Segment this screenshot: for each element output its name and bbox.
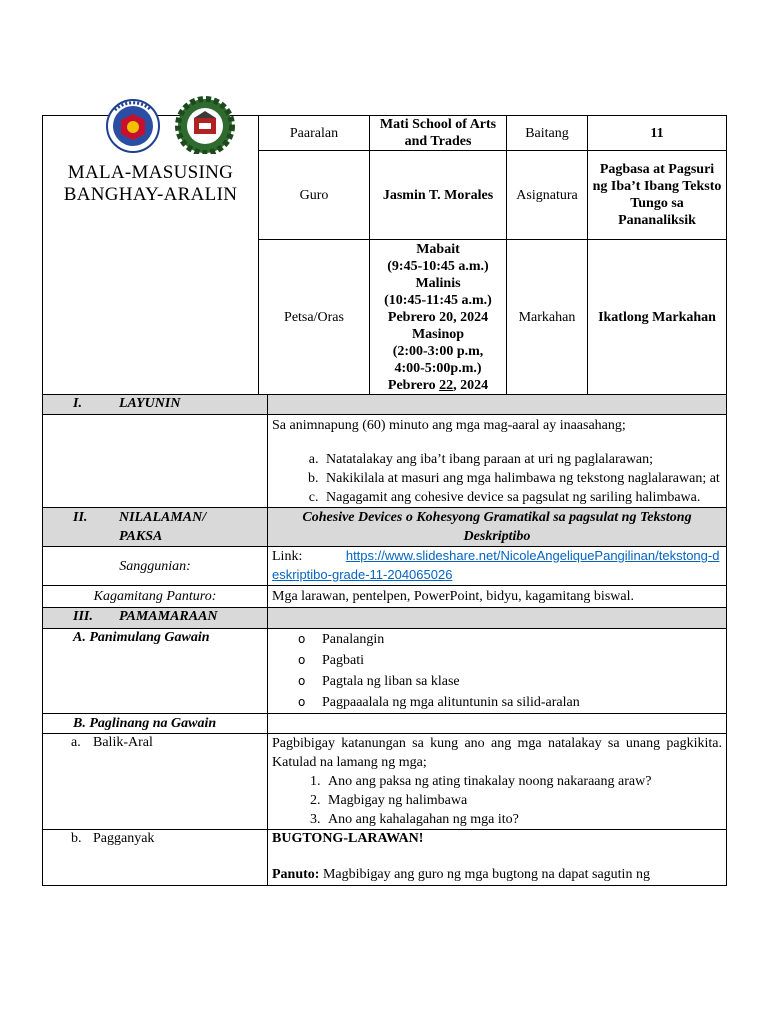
schedule-line: Mabait <box>416 242 460 257</box>
pagganyak-letter: b. <box>71 831 82 846</box>
paglinang-row <box>43 714 727 734</box>
paaralan-value: Mati School of Arts and Trades <box>370 116 507 151</box>
balik-aral-letter: a. <box>71 735 81 750</box>
lesson-plan-document <box>42 115 726 886</box>
kagamitan-label: Kagamitang Panturo: <box>43 586 268 608</box>
objective-item: c. Nagagamit ang cohesive device sa pagsulat ng sariling halimbawa. <box>322 488 722 507</box>
panimula-item: o Pagpaaalala ng mga alituntunin sa silid-aralan <box>318 692 722 713</box>
layunin-intro: Sa animnapung (60) minuto ang mga mag-aaral ay inaasahang; <box>272 418 626 433</box>
asignatura-label: Asignatura <box>507 151 588 240</box>
pagganyak-title: BUGTONG-LARAWAN! <box>272 831 424 846</box>
schedule-line: 4:00-5:00p.m.) <box>394 361 482 376</box>
document-title <box>47 162 254 206</box>
sanggunian-label: Sanggunian: <box>43 547 268 586</box>
balik-aral-row <box>43 734 727 830</box>
document-title-line1: MALA-MASUSING <box>67 162 234 183</box>
kagamitan-row <box>43 586 727 608</box>
panuto-line <box>272 866 722 884</box>
section-title: LAYUNIN <box>119 396 181 411</box>
objective-item: b. Nakikilala at masuri ang mga halimbawa ng tekstong naglalarawan; at <box>322 469 722 488</box>
pagganyak-label: Pagganyak <box>93 831 155 846</box>
guro-label: Guro <box>259 151 370 240</box>
paglinang-label: B. Paglinang na Gawain <box>43 714 268 734</box>
deped-seal-icon <box>107 100 159 152</box>
baitang-label: Baitang <box>507 116 588 151</box>
panimula-item: o Panalangin <box>318 629 722 650</box>
balik-aral-item: 3. Ano ang kahalagahan ng mga ito? <box>324 810 722 829</box>
section-title: PAMAMARAAN <box>119 609 218 624</box>
pagganyak-row <box>43 830 727 886</box>
schedule-cell <box>370 240 507 395</box>
schedule-line: (10:45-11:45 a.m.) <box>384 293 492 308</box>
layunin-row <box>43 415 727 508</box>
schedule-line: (9:45-10:45 a.m.) <box>387 259 489 274</box>
petsa-label: Petsa/Oras <box>259 240 370 395</box>
balik-aral-label: Balik-Aral <box>93 735 153 750</box>
objectives-list <box>272 450 722 507</box>
panuto-text: Magbibigay ang guro ng mga bugtong na dapat sagutin ng <box>319 867 650 882</box>
paaralan-label: Paaralan <box>259 116 370 151</box>
markahan-label: Markahan <box>507 240 588 395</box>
school-gear-seal-icon <box>178 99 232 153</box>
panimula-row <box>43 629 727 714</box>
balik-aral-list <box>272 772 722 829</box>
schedule-line: Malinis <box>415 276 461 291</box>
section-nilalaman-header: II. NILALAMAN/ PAKSA Cohesive Devices o Kohesyong Gramatikal sa pagsulat ng Tekstong Deskriptibo <box>43 508 727 547</box>
sanggunian-row <box>43 547 727 586</box>
balik-aral-item: 1. Ano ang paksa ng ating tinakalay noong nakaraang araw? <box>324 772 722 791</box>
topic-title: Cohesive Devices o Kohesyong Gramatikal sa pagsulat ng Tekstong Deskriptibo <box>268 508 727 547</box>
section-layunin-header: I. LAYUNIN <box>43 395 727 415</box>
panimula-label: A. Panimulang Gawain <box>43 629 268 714</box>
kagamitan-value: Mga larawan, pentelpen, PowerPoint, bidyu, kagamitang biswal. <box>268 586 727 608</box>
schedule-line: Pebrero 20, 2024 <box>387 310 489 325</box>
panimula-item: o Pagbati <box>318 650 722 671</box>
body-table <box>42 394 727 886</box>
schedule-line: Masinop <box>411 327 465 342</box>
link-label: Link: <box>272 549 303 564</box>
logos <box>75 94 275 154</box>
title-cell <box>43 116 259 395</box>
asignatura-value: Pagbasa at Pagsuri ng Iba’t Ibang Teksto Tungo sa Pananaliksik <box>588 151 727 240</box>
markahan-value: Ikatlong Markahan <box>588 240 727 395</box>
baitang-value: 11 <box>588 116 727 151</box>
guro-value: Jasmin T. Morales <box>370 151 507 240</box>
schedule-last-date: Pebrero 22, 2024 <box>387 378 489 393</box>
document-title-line2: BANGHAY-ARALIN <box>63 184 238 205</box>
objective-item: a. Natatalakay ang iba’t ibang paraan at uri ng paglalarawan; <box>322 450 722 469</box>
panimula-item: o Pagtala ng liban sa klase <box>318 671 722 692</box>
balik-aral-item: 2. Magbigay ng halimbawa <box>324 791 722 810</box>
section-title: NILALAMAN/ <box>119 510 207 525</box>
panuto-label: Panuto: <box>272 867 320 882</box>
balik-aral-intro: Pagbibigay katanungan sa kung ano ang mga natalakay sa unang pagkikita. Katulad na lamang ng mga; <box>272 736 722 770</box>
reference-link[interactable]: https://www.slideshare.net/NicoleAngeliquePangilinan/tekstong-deskriptibo-grade-11-204065026 <box>272 548 720 582</box>
section-title-cont: PAKSA <box>119 529 163 544</box>
header-table <box>42 115 727 395</box>
section-pamamaraan-header: III. PAMAMARAAN <box>43 608 727 629</box>
schedule-line: (2:00-3:00 p.m, <box>392 344 484 359</box>
panimula-list <box>272 629 722 713</box>
